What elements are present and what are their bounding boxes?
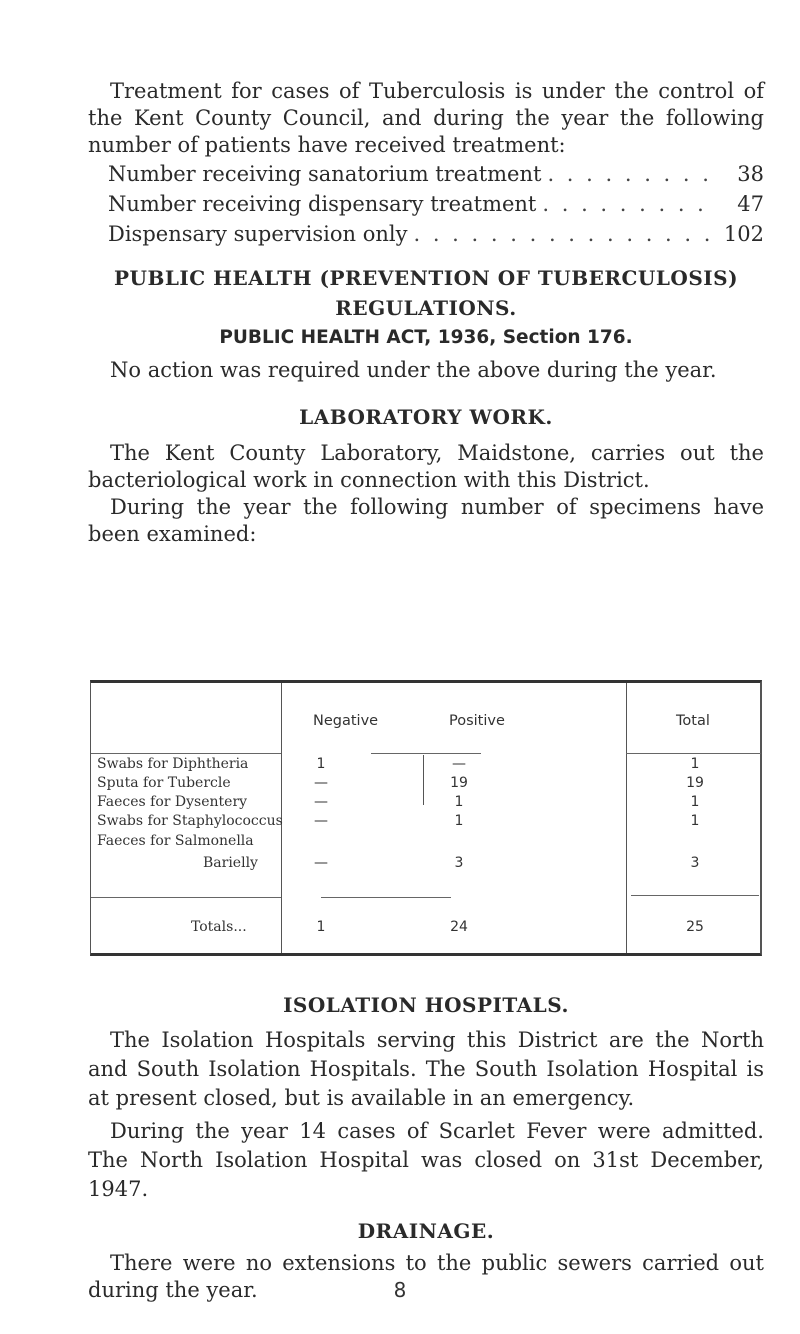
public-health-text: No action was required under the above during the year. [110,358,717,382]
item-value: 102 [723,222,764,246]
cell-total: 19 [686,775,704,791]
item-label: Number receiving dispensary treatment [108,192,537,216]
column-divider [423,755,424,805]
totals-label: Totals... [191,919,247,935]
specimens-table [90,680,762,956]
row-label: Sputa for Tubercle [97,775,231,791]
item-label: Dispensary supervision only [108,222,408,246]
item-value: 47 [737,192,764,216]
laboratory-text-2: During the year the following number of specimens have been examined: [88,495,764,546]
header-positive: Positive [449,713,505,729]
item-label: Number receiving sanatorium treatment [108,162,542,186]
list-item [88,219,764,249]
total-total: 25 [686,919,704,935]
cell-negative: — [314,813,328,829]
total-negative: 1 [316,919,326,935]
row-divider [631,895,759,896]
row-label: Swabs for Diphtheria [97,756,249,772]
cell-positive: 19 [450,775,468,791]
cell-negative: — [314,775,328,791]
cell-negative: 1 [316,756,326,772]
isolation-text: The Isolation Hospitals serving this District are the North and South Isolation Hospitals. The South Isolation Hospital is at present closed, but is available in an emergency. [88,1028,764,1110]
cell-negative: — [314,794,328,810]
header-total: Total [676,713,710,729]
public-health-heading: PUBLIC HEALTH (PREVENTION OF TUBERCULOSIS) [113,266,739,290]
total-positive: 24 [450,919,468,935]
cell-total: 1 [690,813,700,829]
cell-negative: — [314,855,328,871]
header-negative: Negative [313,713,379,729]
cell-total: 1 [690,794,700,810]
cell-total: 1 [690,756,700,772]
page-body [88,78,764,548]
page-number: 8 [393,1278,407,1302]
list-item [88,159,764,189]
laboratory-text: The Kent County Laboratory, Maidstone, carries out the bacteriological work in connection with this District. [88,441,764,492]
public-health-heading-line2: REGULATIONS. [335,296,517,320]
public-health-act-heading: PUBLIC HEALTH ACT, 1936, Section 176. [219,327,633,348]
lower-body [88,990,764,1304]
intro-paragraph: Treatment for cases of Tuberculosis is under the control of the Kent County Council, and during the year the following number of patients have received treatment: [88,79,764,157]
cell-positive: 3 [454,855,464,871]
laboratory-heading: LABORATORY WORK. [299,405,553,429]
row-label: Swabs for Staphylococcus [97,813,283,829]
leader-dots [547,159,718,189]
leader-dots [542,189,718,219]
treatment-list [88,159,764,249]
cell-positive: 1 [454,813,464,829]
leader-dots [413,219,717,249]
cell-positive: 1 [454,794,464,810]
row-label: Barielly [203,855,258,871]
drainage-heading: DRAINAGE. [357,1219,495,1243]
row-divider [321,897,451,898]
isolation-heading: ISOLATION HOSPITALS. [283,993,569,1017]
cell-total: 3 [690,855,700,871]
row-divider [371,753,481,754]
list-item [88,189,764,219]
row-divider [626,753,761,754]
row-divider [91,897,281,898]
row-label: Faeces for Dysentery [97,794,248,810]
cell-positive: — [452,756,466,772]
column-divider [626,683,627,953]
drainage-text: There were no extensions to the public sewers carried out during the year. [88,1251,764,1302]
row-divider [91,753,281,754]
isolation-text-2: During the year 14 cases of Scarlet Fever were admitted. The North Isolation Hospital was closed on 31st December, 1947. [88,1119,764,1201]
row-label: Faeces for Salmonella [97,833,254,849]
item-value: 38 [737,162,764,186]
